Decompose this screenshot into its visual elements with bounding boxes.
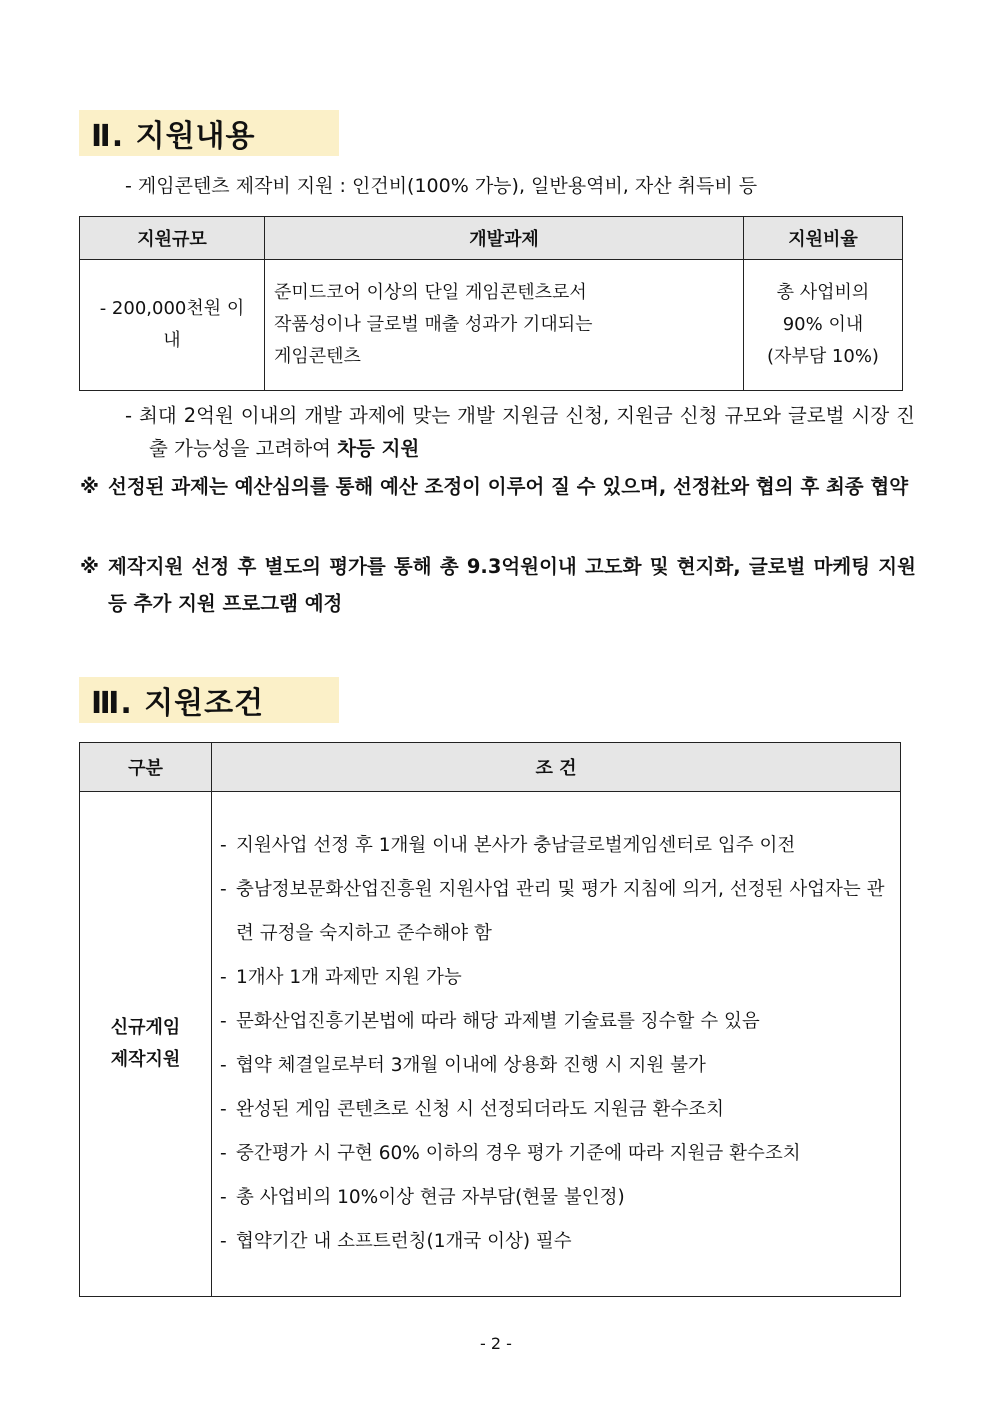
- header-ratio: 지원비율: [744, 217, 903, 260]
- condition-item: - 충남정보문화산업진흥원 지원사업 관리 및 평가 지침에 의거, 선정된 사업자는 관련 규정을 숙지하고 준수해야 함: [220, 868, 892, 956]
- conditions-table: [79, 742, 901, 1297]
- condition-item: - 총 사업비의 10%이상 현금 자부담(현물 불인정): [220, 1176, 892, 1220]
- differential-support-main: - 최대 2억원 이내의 개발 과제에 맞는 개발 지원금 신청, 지원금 신청 규모와 글로벌 시장 진출 가능성을 고려하여: [125, 404, 915, 460]
- page-number: - 2 -: [480, 1334, 512, 1353]
- ratio-line-3: (자부담 10%): [767, 346, 879, 367]
- differential-support-note: [125, 399, 915, 465]
- cell-scale: - 200,000천원 이내: [80, 260, 265, 391]
- note-mark-1: ※: [80, 475, 99, 498]
- note-mark-2: ※: [80, 555, 99, 578]
- condition-item: - 문화산업진흥기본법에 따라 해당 과제별 기술료를 징수할 수 있음: [220, 1000, 892, 1044]
- condition-item: - 완성된 게임 콘텐츠로 신청 시 선정되더라도 지원금 환수조치: [220, 1088, 892, 1132]
- category-line-1: 신규게임: [110, 1017, 181, 1038]
- task-line-2: 작품성이나 글로벌 매출 성과가 기대되는: [274, 314, 593, 335]
- support-table-row: [80, 260, 903, 391]
- condition-item: - 협약기간 내 소프트런칭(1개국 이상) 필수: [220, 1220, 892, 1264]
- category-line-2: 제작지원: [110, 1049, 181, 1070]
- conditions-table-header-row: [80, 743, 901, 792]
- support-table-header-row: [80, 217, 903, 260]
- section-2-heading-text: Ⅱ. 지원내용: [91, 119, 256, 154]
- condition-item: - 협약 체결일로부터 3개월 이내에 상용화 진행 시 지원 불가: [220, 1044, 892, 1088]
- condition-item: - 지원사업 선정 후 1개월 이내 본사가 충남글로벌게임센터로 입주 이전: [220, 824, 892, 868]
- section-2-intro: - 게임콘텐츠 제작비 지원 : 인건비(100% 가능), 일반용역비, 자산 취득비 등: [125, 175, 758, 197]
- section-3-heading: [79, 677, 339, 723]
- note-additional-program: [80, 548, 916, 622]
- task-line-1: 준미드코어 이상의 단일 게임콘텐츠로서: [274, 282, 587, 303]
- task-line-3: 게임콘텐츠: [274, 346, 361, 367]
- differential-support-bold: 차등 지원: [337, 437, 420, 460]
- header-category: 구분: [80, 743, 212, 792]
- ratio-line-2: 90% 이내: [782, 314, 864, 335]
- ratio-line-1: 총 사업비의: [776, 282, 870, 303]
- note-budget-adjustment: [80, 468, 916, 505]
- header-task: 개발과제: [265, 217, 744, 260]
- conditions-row: [80, 792, 901, 1297]
- header-conditions: 조 건: [212, 743, 901, 792]
- section-2-heading: [79, 110, 339, 156]
- cell-task: [265, 260, 744, 391]
- differential-support-text: [125, 399, 915, 465]
- cell-ratio: [744, 260, 903, 391]
- conditions-list: [212, 824, 892, 1264]
- note-1-text: 선정된 과제는 예산심의를 통해 예산 조정이 이루어 질 수 있으며, 선정社와 협의 후 최종 협약: [108, 475, 909, 498]
- cell-category: [80, 792, 212, 1297]
- support-table: [79, 216, 903, 391]
- condition-item: - 중간평가 시 구현 60% 이하의 경우 평가 기준에 따라 지원금 환수조치: [220, 1132, 892, 1176]
- note-2-text: 제작지원 선정 후 별도의 평가를 통해 총 9.3억원이내 고도화 및 현지화, 글로벌 마케팅 지원 등 추가 지원 프로그램 예정: [108, 555, 916, 615]
- section-3-heading-text: Ⅲ. 지원조건: [91, 686, 265, 721]
- header-scale: 지원규모: [80, 217, 265, 260]
- condition-item: - 1개사 1개 과제만 지원 가능: [220, 956, 892, 1000]
- cell-conditions: [212, 792, 901, 1297]
